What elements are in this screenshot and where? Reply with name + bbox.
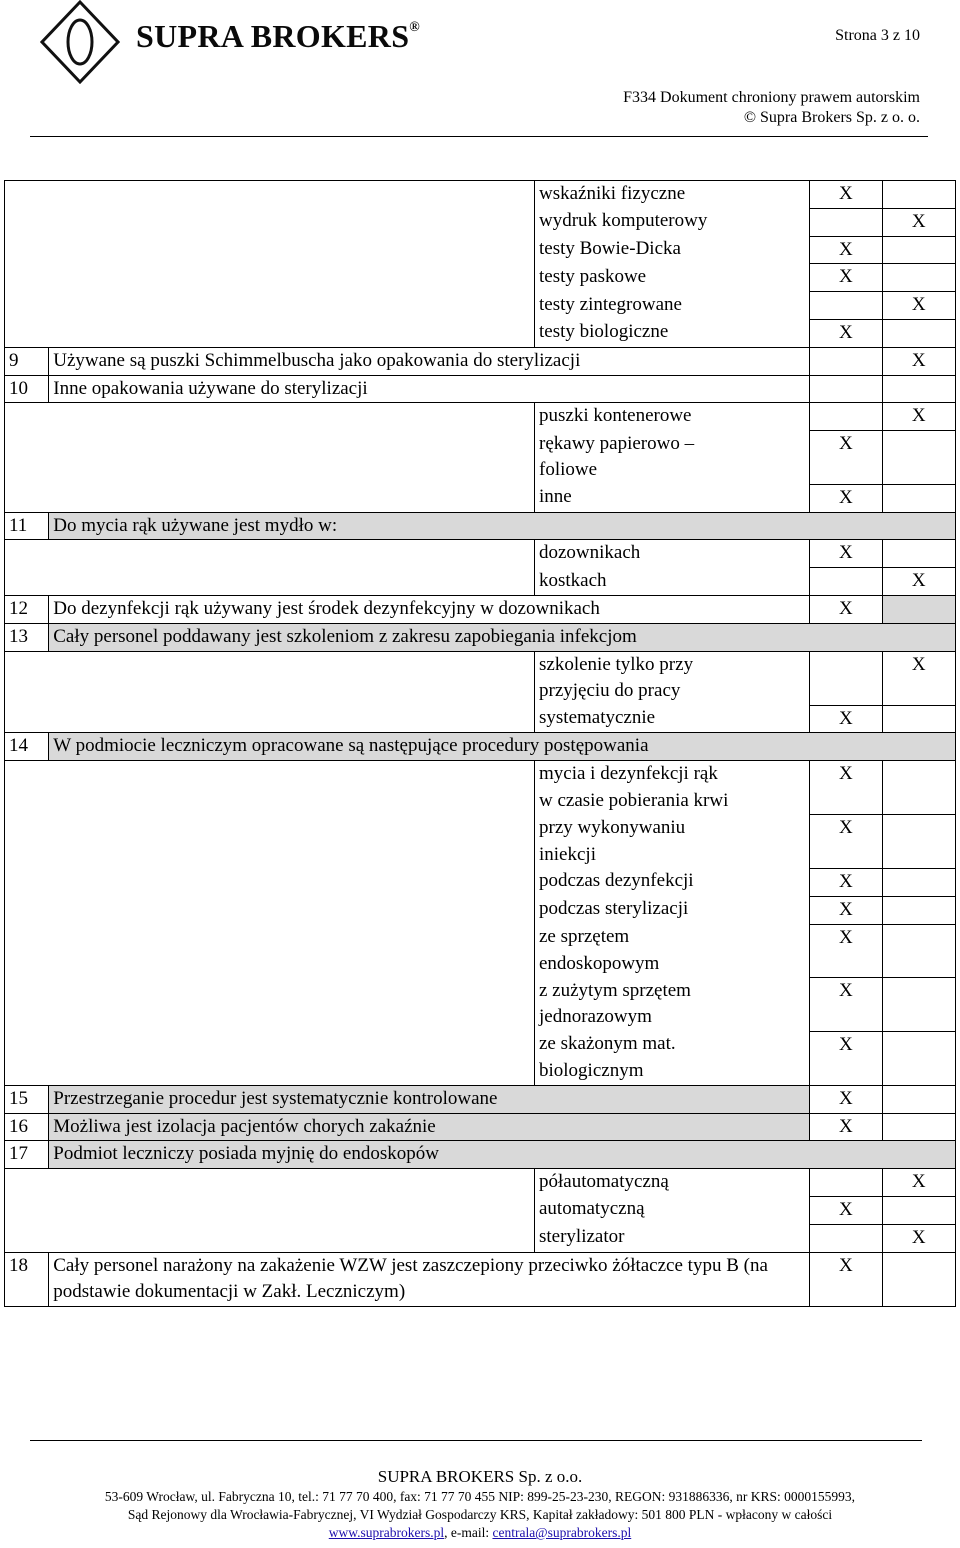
table-row (5, 705, 956, 733)
page-footer (0, 1466, 960, 1542)
answer-yes: X (810, 319, 882, 347)
email-link[interactable]: centrala@suprabrokers.pl (492, 1525, 632, 1540)
table-row (5, 924, 956, 978)
answer-no (882, 1085, 955, 1113)
option-label: szkolenie tylko przy przyjęciu do pracy (535, 651, 810, 705)
questionnaire-table (4, 180, 956, 1307)
option-label: przy wykonywaniu iniekcji (535, 815, 810, 869)
answer-yes (810, 292, 882, 320)
answer-yes (810, 1169, 882, 1197)
answer-no: X (882, 1224, 955, 1252)
option-label: puszki kontenerowe (535, 403, 810, 431)
document-id: F334 Dokument chroniony prawem autorskim (623, 89, 920, 106)
question-text: Możliwa jest izolacja pacjentów chorych zakaźnie (49, 1113, 810, 1141)
table-row (5, 815, 956, 869)
footer-registry: Sąd Rejonowy dla Wrocławia-Fabrycznej, VI Wydział Gospodarczy KRS, Kapitał zakładowy: 501 800 PLN - wpłacony w całości (127, 1507, 833, 1522)
copyright-notice: © Supra Brokers Sp. z o. o. (743, 109, 920, 126)
supra-brokers-logo (40, 0, 120, 84)
question-text: Przestrzeganie procedur jest systematycznie kontrolowane (49, 1085, 810, 1113)
table-row (5, 568, 956, 596)
table-row (5, 181, 956, 209)
answer-no (882, 896, 955, 924)
option-label: kostkach (535, 568, 810, 596)
answer-yes: X (810, 705, 882, 733)
answer-no: X (882, 568, 955, 596)
table-row (5, 431, 956, 485)
question-row (5, 595, 956, 623)
question-row (5, 1085, 956, 1113)
table-row (5, 236, 956, 264)
answer-yes: X (810, 236, 882, 264)
option-label: z zużytym sprzętem jednorazowym (535, 978, 810, 1032)
answer-no (882, 705, 955, 733)
option-label: mycia i dezynfekcji rąk w czasie pobierania krwi (535, 761, 810, 815)
question-text: Inne opakowania używane do sterylizacji (49, 375, 810, 403)
option-label: testy Bowie-Dicka (535, 236, 810, 264)
question-text: Podmiot leczniczy posiada myjnię do endoskopów (49, 1141, 956, 1169)
footer-rule (30, 1440, 922, 1441)
table-row (5, 540, 956, 568)
answer-yes: X (810, 924, 882, 978)
question-row (5, 1252, 956, 1307)
answer-no (882, 868, 955, 896)
answer-yes (810, 568, 882, 596)
option-label: sterylizator (535, 1224, 810, 1252)
question-text: Używane są puszki Schimmelbuscha jako opakowania do sterylizacji (49, 347, 810, 375)
answer-yes (810, 208, 882, 236)
table-row (5, 761, 956, 815)
answer-yes: X (810, 431, 882, 485)
answer-yes: X (810, 1196, 882, 1224)
answer-no (882, 264, 955, 292)
question-number: 17 (5, 1141, 49, 1169)
question-number: 15 (5, 1085, 49, 1113)
answer-yes: X (810, 1031, 882, 1085)
footer-company: SUPRA BROKERS Sp. z o.o. (377, 1467, 583, 1486)
answer-no (882, 924, 955, 978)
answer-yes: X (810, 264, 882, 292)
answer-yes: X (810, 484, 882, 512)
answer-yes: X (810, 595, 882, 623)
question-text: Do mycia rąk używane jest mydło w: (49, 512, 956, 540)
answer-no (882, 1196, 955, 1224)
question-row (5, 733, 956, 761)
option-label: ze skażonym mat. biologicznym (535, 1031, 810, 1085)
question-number: 14 (5, 733, 49, 761)
table-row (5, 1169, 956, 1197)
question-number: 18 (5, 1252, 49, 1307)
option-label: dozownikach (535, 540, 810, 568)
option-label: inne (535, 484, 810, 512)
question-number: 16 (5, 1113, 49, 1141)
option-label: automatyczną (535, 1196, 810, 1224)
table-row (5, 651, 956, 705)
table-row (5, 403, 956, 431)
table-row (5, 896, 956, 924)
question-text: Cały personel narażony na zakażenie WZW jest zaszczepiony przeciwko żółtaczce typu B (na podstawie dokumentacji w Zakł. Leczniczym) (49, 1252, 810, 1307)
table-row (5, 319, 956, 347)
answer-no (882, 1252, 955, 1307)
table-row (5, 1224, 956, 1252)
question-row (5, 1113, 956, 1141)
question-row (5, 347, 956, 375)
question-text: Do dezynfekcji rąk używany jest środek dezynfekcyjny w dozownikach (49, 595, 810, 623)
page-number: Strona 3 z 10 (835, 27, 920, 44)
answer-yes (810, 347, 882, 375)
question-row (5, 512, 956, 540)
option-label: półautomatyczną (535, 1169, 810, 1197)
answer-yes: X (810, 540, 882, 568)
table-row (5, 868, 956, 896)
answer-yes (810, 1224, 882, 1252)
registered-mark: ® (409, 20, 421, 35)
answer-no (882, 978, 955, 1032)
table-row (5, 264, 956, 292)
answer-yes: X (810, 978, 882, 1032)
answer-yes: X (810, 1252, 882, 1307)
answer-no (882, 1031, 955, 1085)
answer-no (882, 815, 955, 869)
email-label: , e-mail: (444, 1525, 493, 1540)
option-label: wydruk komputerowy (535, 208, 810, 236)
table-row (5, 292, 956, 320)
answer-no: X (882, 1169, 955, 1197)
answer-no (882, 1113, 955, 1141)
question-row (5, 375, 956, 403)
answer-yes: X (810, 761, 882, 815)
answer-yes (810, 651, 882, 705)
answer-yes: X (810, 1085, 882, 1113)
document-meta (623, 88, 920, 128)
answer-no: X (882, 403, 955, 431)
answer-yes: X (810, 868, 882, 896)
question-number: 13 (5, 623, 49, 651)
answer-yes: X (810, 815, 882, 869)
option-label: ze sprzętem endoskopowym (535, 924, 810, 978)
option-label: wskaźniki fizyczne (535, 181, 810, 209)
option-label: systematycznie (535, 705, 810, 733)
header-rule (30, 136, 928, 137)
answer-no (882, 595, 955, 623)
answer-no (882, 761, 955, 815)
question-text: W podmiocie leczniczym opracowane są następujące procedury postępowania (49, 733, 956, 761)
question-number: 11 (5, 512, 49, 540)
question-row (5, 1141, 956, 1169)
question-row (5, 623, 956, 651)
table-row (5, 1196, 956, 1224)
question-text: Cały personel poddawany jest szkoleniom z zakresu zapobiegania infekcjom (49, 623, 956, 651)
option-label: testy biologiczne (535, 319, 810, 347)
brand-name: SUPRA BROKERS® (136, 18, 421, 54)
table-row (5, 208, 956, 236)
answer-no (882, 319, 955, 347)
answer-no (882, 236, 955, 264)
option-label: rękawy papierowo – foliowe (535, 431, 810, 485)
answer-yes: X (810, 896, 882, 924)
question-number: 10 (5, 375, 49, 403)
table-row (5, 484, 956, 512)
answer-no: X (882, 208, 955, 236)
option-label: podczas sterylizacji (535, 896, 810, 924)
answer-no (882, 181, 955, 209)
answer-no: X (882, 347, 955, 375)
footer-contact (0, 1524, 960, 1542)
option-label: podczas dezynfekcji (535, 868, 810, 896)
answer-no (882, 540, 955, 568)
answer-no (882, 484, 955, 512)
website-link[interactable]: www.suprabrokers.pl (328, 1525, 445, 1540)
answer-yes: X (810, 1113, 882, 1141)
footer-address: 53-609 Wrocław, ul. Fabryczna 10, tel.: 71 77 70 400, fax: 71 77 70 455 NIP: 899-25-23-230, REGON: 931886336, nr KRS: 0000155993, (104, 1489, 856, 1504)
question-number: 12 (5, 595, 49, 623)
table-row (5, 978, 956, 1032)
question-number: 9 (5, 347, 49, 375)
answer-no: X (882, 292, 955, 320)
answer-yes (810, 403, 882, 431)
answer-no: X (882, 651, 955, 705)
table-row (5, 1031, 956, 1085)
answer-yes: X (810, 181, 882, 209)
option-label: testy zintegrowane (535, 292, 810, 320)
option-label: testy paskowe (535, 264, 810, 292)
answer-no (882, 431, 955, 485)
